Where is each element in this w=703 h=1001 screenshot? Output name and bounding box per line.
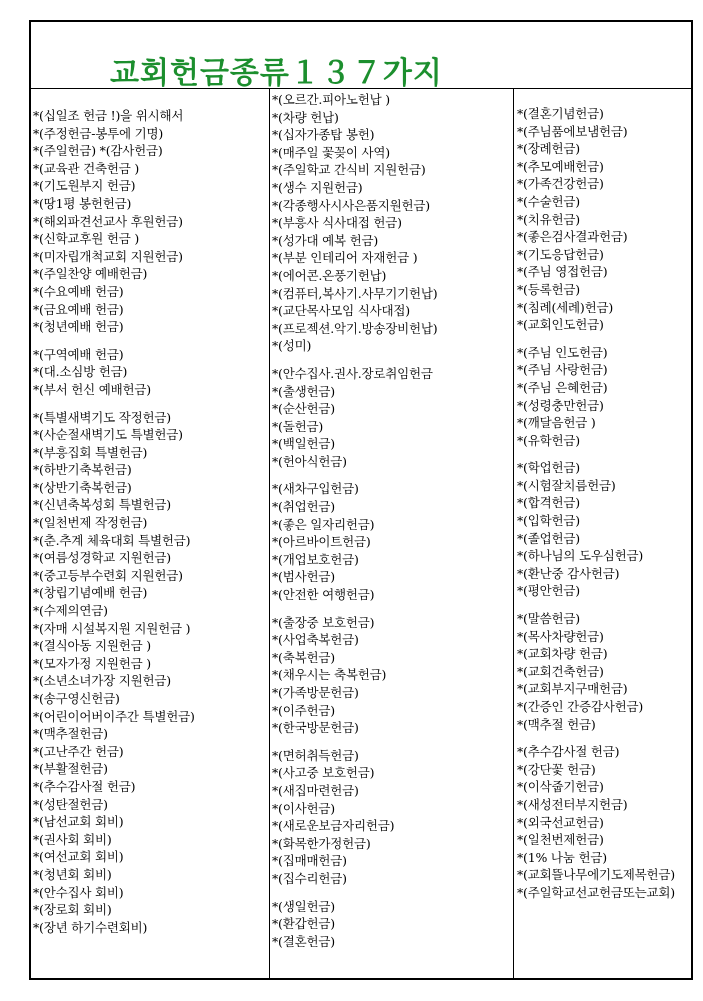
offering-item: *(개업보호헌금) bbox=[272, 551, 359, 567]
offering-item: *(부흥사 식사대접 헌금) bbox=[272, 215, 402, 231]
offering-group bbox=[33, 107, 269, 336]
offering-item: *(수요예배 헌금) bbox=[33, 283, 124, 299]
offering-item: *(사고중 보호헌금) bbox=[272, 765, 375, 781]
offering-item: *(권사회 회비) bbox=[33, 831, 112, 847]
offering-item: *(생일헌금) bbox=[272, 898, 335, 914]
offering-item: *(구역예배 헌금) bbox=[33, 346, 124, 362]
offering-group bbox=[33, 346, 269, 399]
offering-item: *(이사헌금) bbox=[272, 800, 335, 816]
offering-item: *(가족건강헌금) bbox=[517, 176, 604, 192]
offering-item: *(부활절헌금) bbox=[33, 761, 108, 777]
offering-item: *(간증인 간증감사헌금) bbox=[517, 699, 644, 714]
offering-item: *(해외파견선교사 후원헌금) bbox=[33, 213, 183, 229]
offering-item: *(상반기축복헌금) bbox=[33, 479, 132, 495]
offering-item: *(범사헌금) bbox=[272, 569, 335, 585]
offering-item: *(십자가종탑 봉헌) bbox=[272, 127, 375, 143]
offering-item: *(입학헌금) bbox=[517, 513, 580, 529]
offering-item: *(맥추절 헌금) bbox=[517, 716, 596, 732]
offering-item: *(깨달음헌금 ) bbox=[517, 415, 596, 431]
offering-item: *(이삭줍기헌금) bbox=[517, 779, 604, 795]
offering-item: *(출생헌금) bbox=[272, 383, 335, 399]
offering-item: *(백일헌금) bbox=[272, 436, 335, 452]
offering-item: *(성가대 예복 헌금) bbox=[272, 232, 379, 248]
offering-item: *(어린이어버이주간 특별헌금) bbox=[33, 708, 195, 724]
offering-item: *(대.소심방 헌금) bbox=[33, 364, 128, 380]
offering-item: *(부흥집회 특별헌금) bbox=[33, 444, 148, 460]
offering-item: *(교회뜰나무에기도제목헌금) bbox=[517, 867, 675, 883]
column-middle bbox=[270, 89, 514, 980]
offering-item: *(춘.추계 체육대회 특별헌금) bbox=[33, 532, 191, 548]
offering-item: *(기도원부지 헌금) bbox=[33, 178, 136, 194]
offering-item: *(기도응답헌금) bbox=[517, 246, 604, 262]
offering-item: *(차량 헌납) bbox=[272, 109, 339, 125]
offering-item: *(평안헌금) bbox=[517, 583, 580, 599]
offering-item: *(하반기축복헌금) bbox=[33, 462, 132, 478]
offering-item: *(중고등부수련회 지원헌금) bbox=[33, 567, 183, 583]
offering-item: *(추모예배헌금) bbox=[517, 158, 604, 174]
offering-item: *(미자립개척교회 지원헌금) bbox=[33, 248, 183, 264]
offering-item: *(오르간.피아노헌납 ) bbox=[272, 92, 390, 107]
offering-item: *(아르바이트헌금) bbox=[272, 534, 371, 550]
offering-item: *(집매매헌금) bbox=[272, 853, 347, 869]
offering-group bbox=[517, 105, 693, 334]
offering-item: *(교회차량 헌금) bbox=[517, 646, 608, 662]
offering-item: *(주정헌금-봉투에 기명) bbox=[33, 125, 164, 141]
offering-item: *(이주헌금) bbox=[272, 702, 335, 718]
offering-item: *(교회건축헌금) bbox=[517, 663, 604, 679]
offering-item: *(추수감사절 헌금) bbox=[33, 778, 136, 794]
offering-item: *(송구영신헌금) bbox=[33, 691, 120, 706]
offering-item: *(남선교회 회비) bbox=[33, 814, 124, 830]
offering-item: *(성미) bbox=[272, 338, 312, 354]
offering-item: *(부서 헌신 예배헌금) bbox=[33, 381, 151, 397]
offering-group bbox=[517, 459, 693, 600]
offering-item: *(목사차량헌금) bbox=[517, 628, 604, 644]
offering-item: *(사순절새벽기도 특별헌금) bbox=[33, 427, 183, 443]
offering-item: *(주님 사랑헌금) bbox=[517, 362, 608, 378]
offering-item: *(교육관 건축헌금 ) bbox=[33, 160, 140, 176]
offering-item: *(매주일 꽃꽂이 사역) bbox=[272, 144, 390, 160]
offering-item: *(땅1평 봉헌헌금) bbox=[33, 195, 132, 211]
offering-item: *(일천번제헌금) bbox=[517, 832, 604, 848]
offering-item: *(면허취득헌금) bbox=[272, 747, 359, 763]
offering-item: *(주님 인도헌금) bbox=[517, 344, 608, 360]
offering-group bbox=[517, 743, 693, 901]
offering-item: *(시험잘치름헌금) bbox=[517, 477, 616, 493]
offering-item: *(금요예배 헌금) bbox=[33, 301, 124, 317]
offering-item: *(주일찬양 예배헌금) bbox=[33, 266, 148, 282]
offering-group bbox=[517, 610, 693, 733]
offering-item: *(새성전터부지헌금) bbox=[517, 796, 628, 812]
offering-item: *(안수집사 회비) bbox=[33, 884, 124, 900]
column-right bbox=[514, 89, 693, 980]
offering-item: *(고난주간 헌금) bbox=[33, 743, 124, 759]
offering-item: *(하나님의 도우심헌금) bbox=[517, 548, 644, 564]
offering-item: *(새로운보금자리헌금) bbox=[272, 818, 395, 834]
offering-item: *(합격헌금) bbox=[517, 495, 580, 511]
offering-item: *(결혼헌금) bbox=[272, 933, 335, 949]
offering-item: *(돌헌금) bbox=[272, 418, 324, 434]
offering-item: *(침례(세례)헌금) bbox=[517, 299, 614, 315]
offering-item: *(수제의연금) bbox=[33, 603, 108, 619]
offering-group bbox=[272, 898, 513, 951]
offering-group bbox=[517, 344, 693, 450]
offering-item: *(결식아동 지원헌금 ) bbox=[33, 638, 151, 654]
offering-item: *(등록헌금) bbox=[517, 281, 580, 297]
offering-item: *(부분 인테리어 자재헌금 ) bbox=[272, 250, 418, 266]
offering-item: *(성령충만헌금) bbox=[517, 397, 604, 413]
offering-item: *(집수리헌금) bbox=[272, 870, 347, 886]
offering-item: *(특별새벽기도 작정헌금) bbox=[33, 409, 171, 425]
offering-item: *(새차구입헌금) bbox=[272, 481, 359, 497]
offering-table bbox=[29, 88, 693, 980]
offering-item: *(교회인도헌금) bbox=[517, 317, 604, 333]
offering-item: *(일천번제 작정헌금) bbox=[33, 515, 148, 531]
offering-item: *(십일조 헌금 !)을 위시해서 bbox=[33, 108, 184, 123]
offering-item: *(맥추절헌금) bbox=[33, 726, 108, 742]
offering-item: *(좋은 일자리헌금) bbox=[272, 516, 375, 532]
offering-item: *(소년소녀가장 지원헌금) bbox=[33, 673, 171, 689]
offering-item: *(자매 시설복지원 지원헌금 ) bbox=[33, 620, 191, 636]
offering-item: *(좋은검사결과헌금) bbox=[517, 229, 628, 245]
offering-item: *(채우시는 축복헌금) bbox=[272, 667, 387, 683]
offering-item: *(취업헌금) bbox=[272, 499, 335, 515]
offering-item: *(사업축복헌금) bbox=[272, 632, 359, 648]
offering-group bbox=[272, 91, 513, 355]
offering-item: *(화목한가정헌금) bbox=[272, 835, 371, 851]
offering-item: *(결혼기념헌금) bbox=[517, 106, 604, 121]
page-title: 교회헌금종류１３７가지 bbox=[110, 56, 443, 91]
offering-item: *(교단목사모임 식사대접) bbox=[272, 303, 410, 319]
offering-item: *(신학교후원 헌금 ) bbox=[33, 231, 140, 247]
offering-item: *(주님품에보냄헌금) bbox=[517, 123, 628, 139]
offering-item: *(여선교회 회비) bbox=[33, 849, 124, 865]
offering-item: *(추수감사절 헌금) bbox=[517, 744, 620, 760]
offering-item: *(장례헌금) bbox=[517, 141, 580, 157]
offering-item: *(청년예배 헌금) bbox=[33, 319, 124, 335]
offering-item: *(새집마련헌금) bbox=[272, 782, 359, 798]
offering-item: *(신년축복성회 특별헌금) bbox=[33, 497, 171, 513]
offering-item: *(컴퓨터,복사기.사무기기헌납) bbox=[272, 285, 438, 301]
offering-item: *(치유헌금) bbox=[517, 211, 580, 227]
offering-item: *(여름성경학교 지원헌금) bbox=[33, 550, 171, 566]
offering-item: *(말씀헌금) bbox=[517, 611, 580, 627]
offering-item: *(각종행사시사은품지원헌금) bbox=[272, 197, 430, 213]
offering-item: *(주일학교 간식비 지원헌금) bbox=[272, 162, 426, 178]
offering-item: *(창립기념예배 헌금) bbox=[33, 585, 148, 601]
offering-item: *(순산헌금) bbox=[272, 401, 335, 417]
offering-item: *(환갑헌금) bbox=[272, 916, 335, 932]
offering-item: *(유학헌금) bbox=[517, 432, 580, 448]
offering-item: *(가족방문헌금) bbox=[272, 685, 359, 700]
offering-group bbox=[272, 480, 513, 603]
offering-item: *(한국방문헌금) bbox=[272, 720, 359, 736]
offering-item: *(생수 지원헌금) bbox=[272, 179, 363, 195]
offering-item: *(1% 나눔 헌금) bbox=[517, 849, 607, 865]
offering-item: *(성탄절헌금) bbox=[33, 796, 108, 812]
offering-group bbox=[33, 409, 269, 937]
offering-item: *(에어콘.온풍기헌납) bbox=[272, 267, 387, 283]
offering-item: *(모자가정 지원헌금 ) bbox=[33, 655, 151, 671]
offering-item: *(장로회 회비) bbox=[33, 902, 112, 918]
offering-item: *(주일헌금) *(감사헌금) bbox=[33, 143, 163, 159]
offering-group bbox=[272, 614, 513, 737]
offering-item: *(프로젝션.악기.방송장비헌납) bbox=[272, 320, 438, 336]
offering-item: *(강단꽃 헌금) bbox=[517, 761, 596, 777]
offering-item: *(안수집사.권사.장로취임헌금 bbox=[272, 365, 433, 381]
offering-item: *(헌아식헌금) bbox=[272, 453, 347, 469]
offering-item: *(청년회 회비) bbox=[33, 866, 112, 882]
offering-item: *(주일학교선교헌금또는교회) bbox=[517, 884, 675, 900]
offering-item: *(학업헌금) bbox=[517, 460, 580, 476]
offering-item: *(안전한 여행헌금) bbox=[272, 587, 375, 603]
offering-group bbox=[272, 747, 513, 888]
offering-item: *(교회부지구매헌금) bbox=[517, 681, 628, 697]
offering-item: *(졸업헌금) bbox=[517, 530, 580, 546]
offering-item: *(주님 은혜헌금) bbox=[517, 379, 608, 395]
offering-item: *(주님 영접헌금) bbox=[517, 264, 608, 280]
offering-item: *(축복헌금) bbox=[272, 649, 335, 665]
offering-item: *(환난중 감사헌금) bbox=[517, 565, 620, 581]
offering-item: *(수술헌금) bbox=[517, 193, 580, 209]
offering-item: *(장년 하기수련회비) bbox=[33, 919, 148, 935]
offering-group bbox=[272, 365, 513, 471]
column-left bbox=[29, 89, 270, 980]
offering-item: *(외국선교헌금) bbox=[517, 814, 604, 830]
offering-item: *(출장중 보호헌금) bbox=[272, 614, 375, 630]
